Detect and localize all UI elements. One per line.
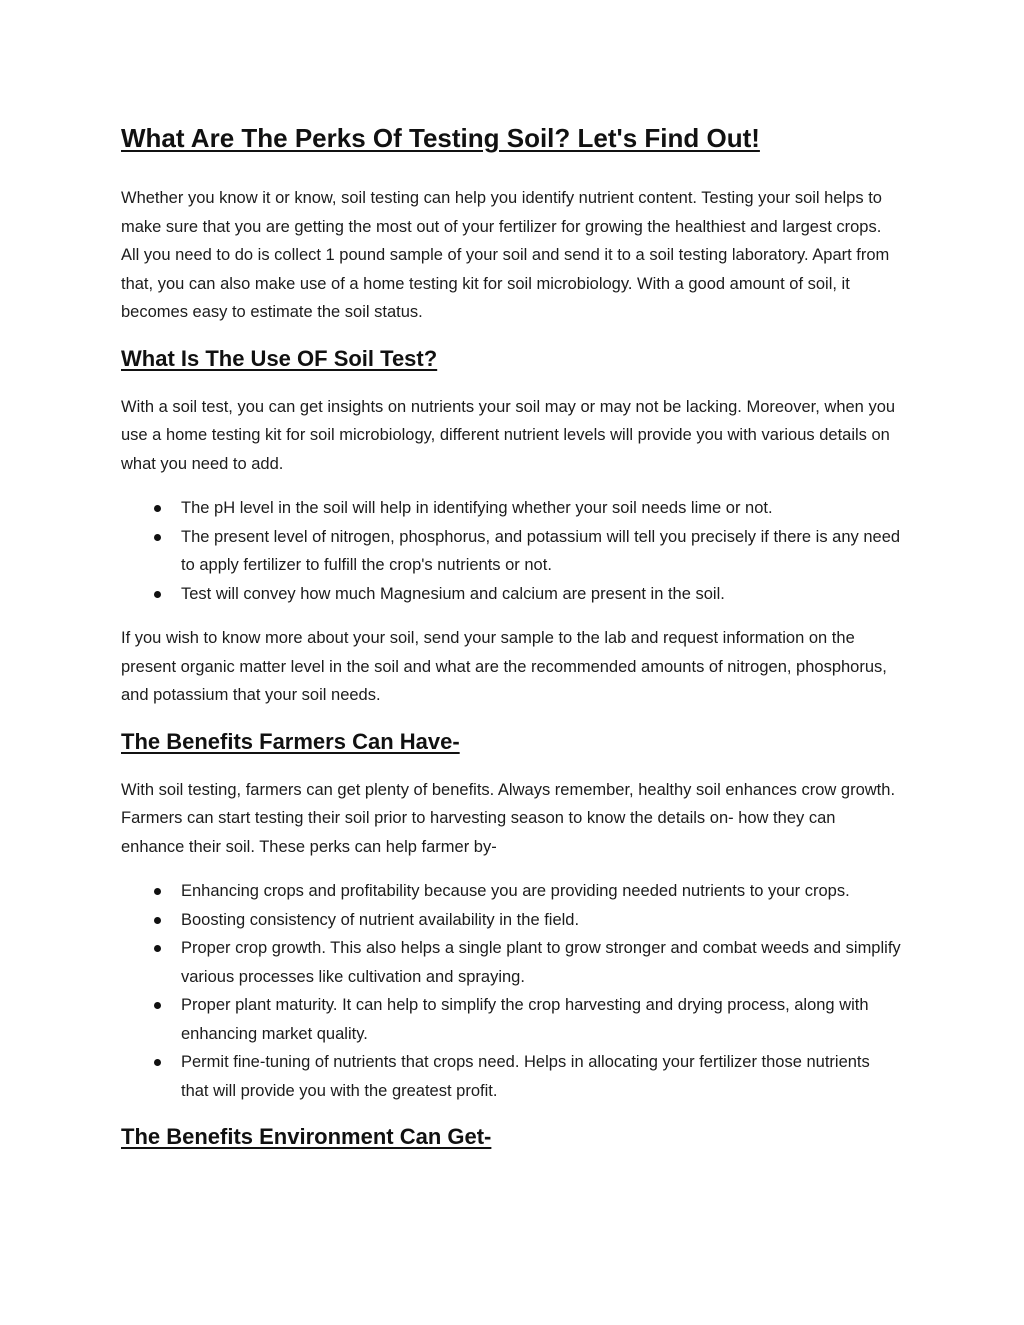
list-item-text: Test will convey how much Magnesium and calcium are present in the soil. xyxy=(181,584,725,603)
list-item-text: Enhancing crops and profitability because you are providing needed nutrients to your crops. xyxy=(181,882,850,900)
list-item xyxy=(181,580,901,609)
list-item xyxy=(181,877,901,906)
bullet-icon xyxy=(154,591,161,598)
list-item xyxy=(181,1048,901,1105)
section-heading-farmer-benefits: The Benefits Farmers Can Have- xyxy=(121,728,460,754)
bullet-icon xyxy=(154,888,161,895)
list-item xyxy=(181,494,901,523)
section-heading-environment-benefits: The Benefits Environment Can Get- xyxy=(121,1124,492,1149)
bullet-list-soil-test xyxy=(121,494,901,608)
page-title: What Are The Perks Of Testing Soil? Let's Find Out! xyxy=(121,123,760,153)
list-item-text: Proper plant maturity. It can help to simplify the crop harvesting and drying process, along with enhancing market quality. xyxy=(181,996,869,1043)
list-item xyxy=(181,906,901,935)
document-page xyxy=(121,118,901,1171)
bullet-icon xyxy=(154,505,161,512)
section-paragraph-farmer-benefits: With soil testing, farmers can get plenty of benefits. Always remember, healthy soil enhances crow growth. Farmers can start testing their soil prior to harvesting season to know the details on- how they can enhance their soil. These perks can help farmer by- xyxy=(121,780,896,856)
list-item-text: The present level of nitrogen, phosphorus, and potassium will tell you precisely if there is any need to apply fertilizer to fulfill the crop's nutrients or not. xyxy=(181,527,901,574)
list-item-text: The pH level in the soil will help in identifying whether your soil needs lime or not. xyxy=(181,499,773,517)
section-closing-paragraph: If you wish to know more about your soil, send your sample to the lab and request information on the present organic matter level in the soil and what are the recommended amounts of nitrogen, phosphorus, and potassium that your soil needs. xyxy=(121,629,887,704)
section-paragraph-soil-test-use: With a soil test, you can get insights on nutrients your soil may or may not be lacking. Moreover, when you use a home testing kit for soil microbiology, different nutrient levels will provide you with various details on what you need to add. xyxy=(121,397,896,473)
list-item-text: Boosting consistency of nutrient availability in the field. xyxy=(181,910,580,929)
list-item xyxy=(181,934,901,991)
intro-paragraph: Whether you know it or know, soil testing can help you identify nutrient content. Testing your soil helps to make sure that you are getting the most out of your fertilizer for growing the healthiest and largest crops. All you need to do is collect 1 pound sample of your soil and send it to a soil testing laboratory. Apart from that, you can also make use of a home testing kit for soil microbiology. With a good amount of soil, it becomes easy to estimate the soil status. xyxy=(121,189,890,321)
bullet-icon xyxy=(154,534,161,541)
list-item xyxy=(181,991,901,1048)
list-item-text: Permit fine-tuning of nutrients that crops need. Helps in allocating your fertilizer those nutrients that will provide you with the greatest profit. xyxy=(181,1053,870,1100)
bullet-icon xyxy=(154,1059,161,1066)
list-item-text: Proper crop growth. This also helps a single plant to grow stronger and combat weeds and simplify various processes like cultivation and spraying. xyxy=(181,939,901,986)
list-item xyxy=(181,523,901,580)
bullet-icon xyxy=(154,1002,161,1009)
bullet-icon xyxy=(154,945,161,952)
bullet-list-farmer-benefits xyxy=(121,877,901,1105)
bullet-icon xyxy=(154,917,161,924)
section-heading-soil-test-use: What Is The Use OF Soil Test? xyxy=(121,345,438,371)
